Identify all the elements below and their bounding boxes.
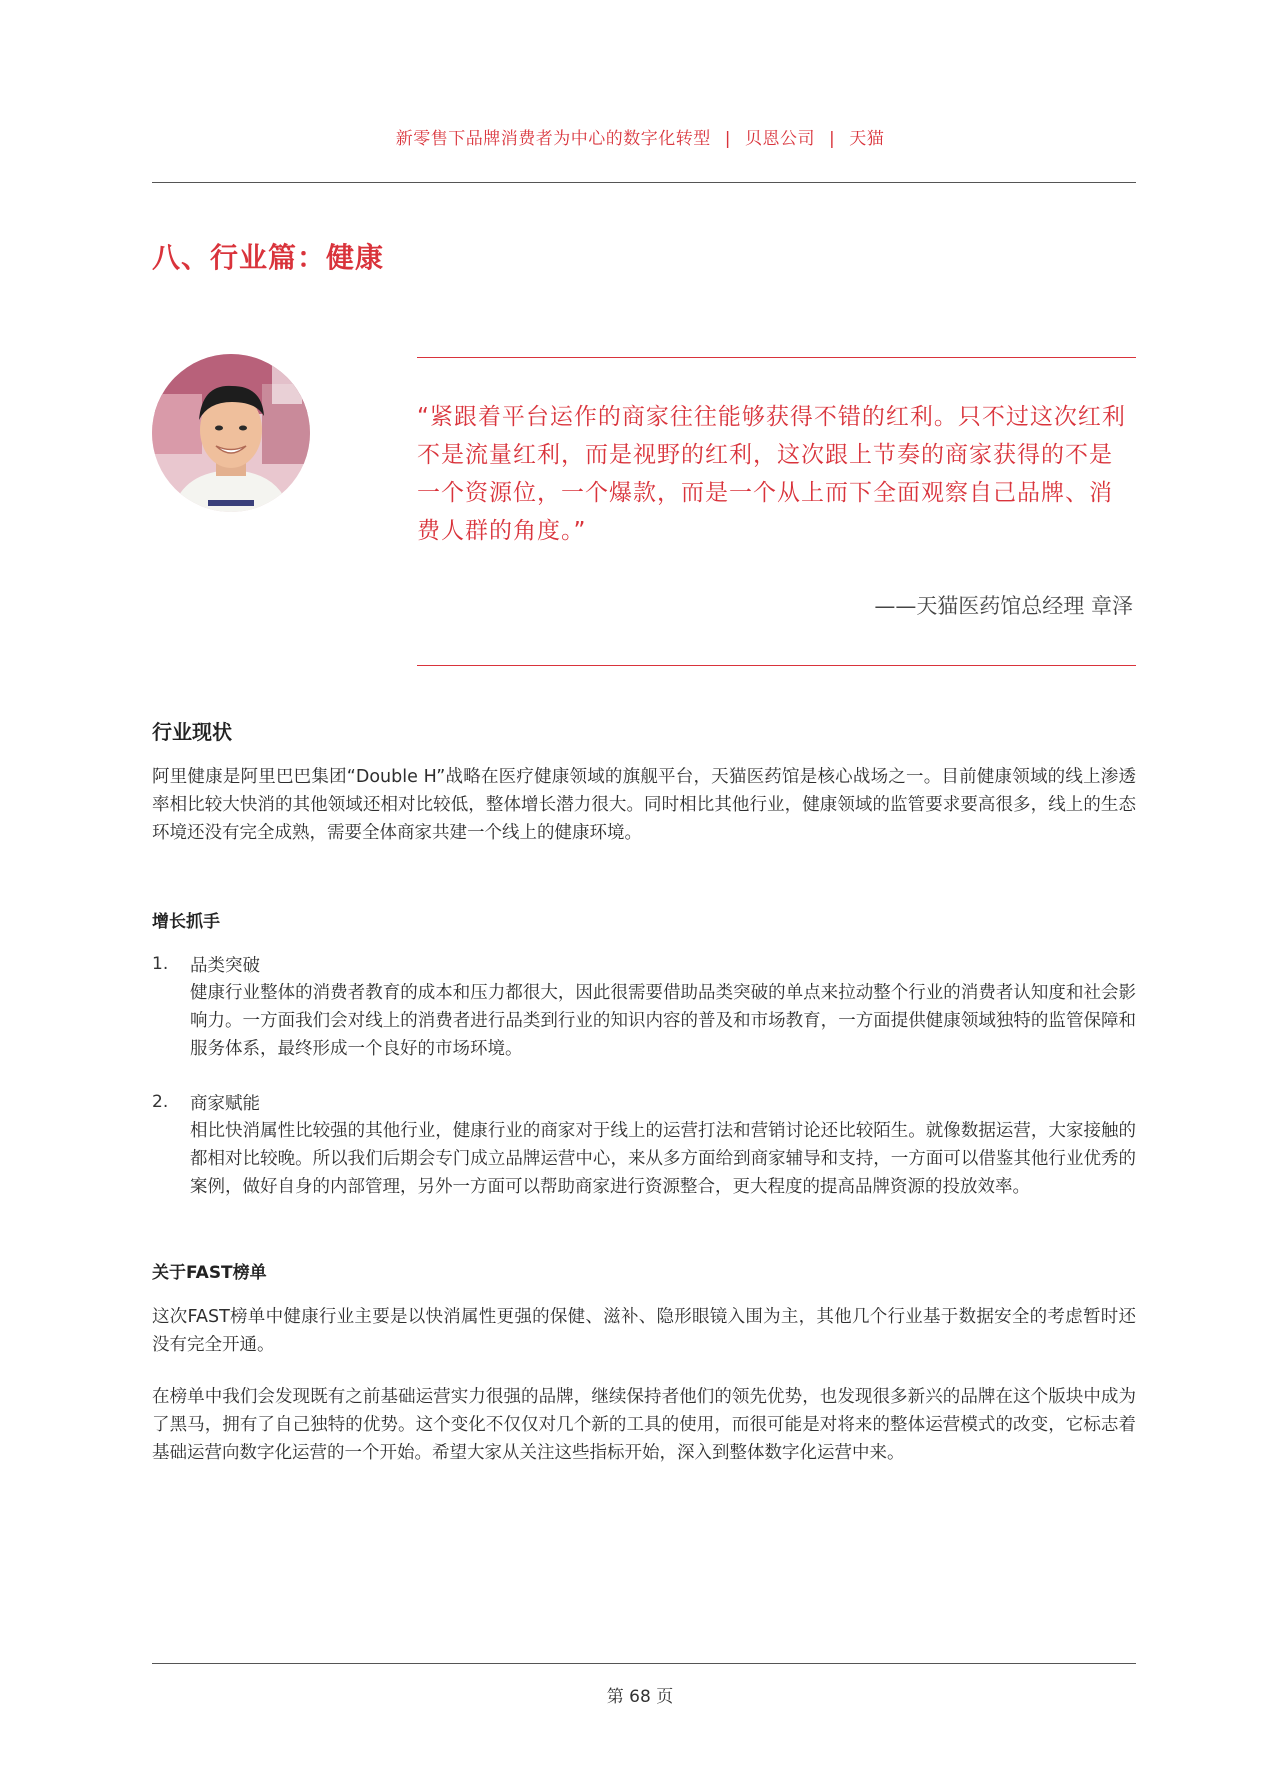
- quote-attribution: ——天猫医药馆总经理 章泽: [874, 594, 1133, 618]
- section-title: 八、行业篇：健康: [152, 241, 385, 274]
- industry-status-paragraph: 阿里健康是阿里巴巴集团“Double H”战略在医疗健康领域的旗舰平台，天猫医药馆是核心战场之一。目前健康领域的线上渗透率相比较大快消的其他领域还相对比较低，整体增长潜力很大。同时相比其他行业，健康领域的监管要求要高很多，线上的生态环境还没有完全成熟，需要全体商家共建一个线上的健康环境。: [152, 767, 1136, 843]
- fast-paragraph-2: 在榜单中我们会发现既有之前基础运营实力很强的品牌，继续保持者他们的领先优势，也发现很多新兴的品牌在这个版块中成为了黑马，拥有了自己独特的优势。这个变化不仅仅对几个新的工具的使用，而很可能是对将来的整体运营模式的改变，它标志着基础运营向数字化运营的一个开始。希望大家从关注这些指标开始，深入到整体数字化运营中来。: [152, 1387, 1136, 1463]
- fast-list-heading: 关于FAST榜单: [152, 1263, 267, 1283]
- list-item-number: 1.: [152, 954, 169, 974]
- list-item-number: 2.: [152, 1092, 169, 1112]
- page-number: 第 68 页: [606, 1687, 674, 1707]
- header-org-tmall: 天猫: [849, 129, 885, 149]
- avatar: [152, 354, 310, 512]
- industry-status-heading: 行业现状: [152, 720, 232, 744]
- list-item-body: 相比快消属性比较强的其他行业，健康行业的商家对于线上的运营打法和营销讨论还比较陌生。就像数据运营，大家接触的都相对比较晚。所以我们后期会专门成立品牌运营中心，来从多方面给到商家辅导和支持，一方面可以借鉴其他行业优秀的案例，做好自身的内部管理，另外一方面可以帮助商家进行资源整合，更大程度的提高品牌资源的投放效率。: [190, 1121, 1136, 1197]
- quote-top-divider: [417, 357, 1136, 358]
- header-separator: |: [724, 129, 731, 149]
- list-item-title: 品类突破: [190, 956, 260, 976]
- header-separator: |: [829, 129, 836, 149]
- growth-levers-heading: 增长抓手: [152, 912, 220, 932]
- list-item-body: 健康行业整体的消费者教育的成本和压力都很大，因此很需要借助品类突破的单点来拉动整个行业的消费者认知度和社会影响力。一方面我们会对线上的消费者进行品类到行业的知识内容的普及和市场教育，一方面提供健康领域独特的监管保障和服务体系，最终形成一个良好的市场环境。: [190, 983, 1136, 1059]
- page-header: [150, 124, 1130, 149]
- quote-bottom-divider: [417, 665, 1136, 666]
- portrait-photo: [152, 354, 310, 512]
- fast-paragraph-1: 这次FAST榜单中健康行业主要是以快消属性更强的保健、滋补、隐形眼镜入围为主，其他几个行业基于数据安全的考虑暂时还没有完全开通。: [152, 1307, 1136, 1355]
- report-title: 新零售下品牌消费者为中心的数字化转型: [395, 129, 711, 149]
- header-divider: [152, 182, 1136, 183]
- list-item-title: 商家赋能: [190, 1094, 260, 1114]
- quote-text: “紧跟着平台运作的商家往往能够获得不错的红利。只不过这次红利不是流量红利，而是视野的红利，这次跟上节奏的商家获得的不是一个资源位，一个爆款，而是一个从上而下全面观察自己品牌、消费人群的角度。”: [417, 404, 1126, 544]
- header-org-bain: 贝恩公司: [745, 129, 815, 149]
- footer-divider: [152, 1663, 1136, 1664]
